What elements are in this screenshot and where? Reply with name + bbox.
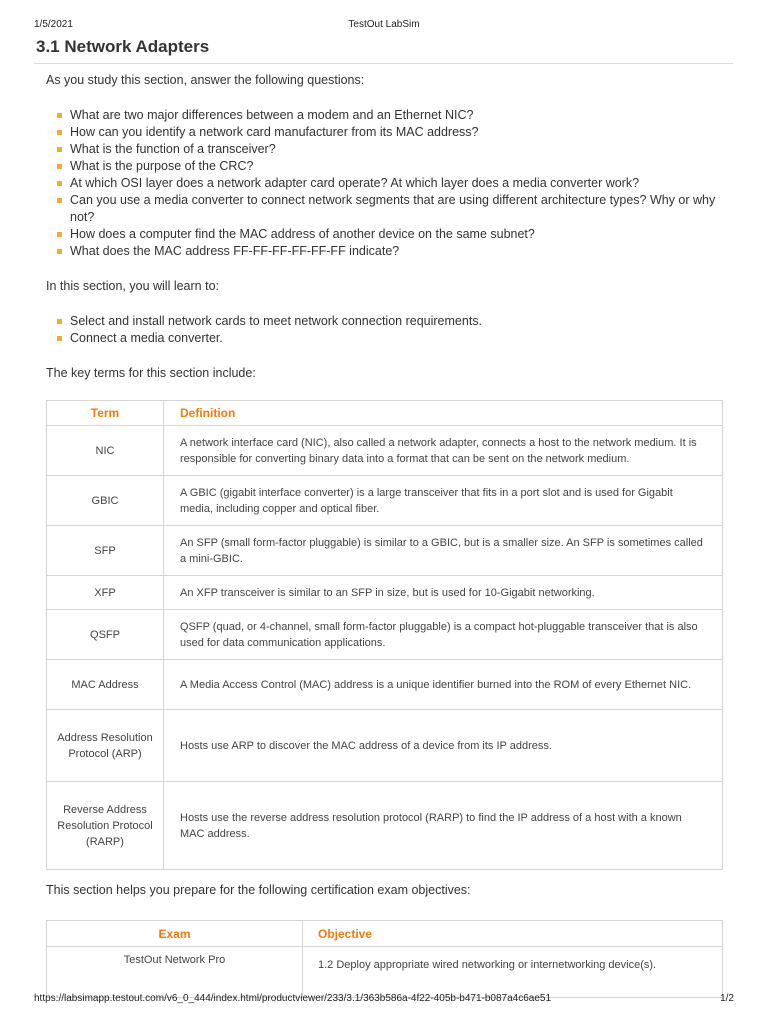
list-item: At which OSI layer does a network adapter card operate? At which layer does a media converter work?: [70, 175, 726, 192]
exam-cell: TestOut Network Pro: [47, 947, 303, 998]
term-cell: SFP: [47, 526, 164, 576]
table-row: [47, 476, 723, 526]
definition-cell: QSFP (quad, or 4-channel, small form-factor pluggable) is a compact hot-pluggable transceiver that is also used for data communication applications.: [164, 610, 723, 660]
page-number: 1/2: [720, 993, 734, 1004]
table-row: [47, 526, 723, 576]
learn-intro-text: In this section, you will learn to:: [46, 279, 219, 293]
bullet-icon: [57, 249, 62, 254]
term-cell: NIC: [47, 426, 164, 476]
bullet-icon: [57, 198, 62, 203]
key-terms-intro-text: The key terms for this section include:: [46, 366, 256, 380]
table-row: [47, 660, 723, 710]
table-row: [47, 426, 723, 476]
print-url: https://labsimapp.testout.com/v6_0_444/index.html/productviewer/233/3.1/363b586a-4f22-405b-b471-b087a4c6ae51: [34, 993, 552, 1004]
bullet-icon: [57, 181, 62, 186]
definition-cell: Hosts use the reverse address resolution protocol (RARP) to find the IP address of a host with a known MAC address.: [164, 782, 723, 870]
questions-list: [46, 107, 726, 260]
bullet-icon: [57, 147, 62, 152]
exam-column-header: Exam: [47, 921, 303, 947]
list-item: Select and install network cards to meet network connection requirements.: [70, 313, 726, 330]
print-header: [0, 19, 768, 33]
table-row: [47, 782, 723, 870]
definition-cell: An SFP (small form-factor pluggable) is similar to a GBIC, but is a smaller size. An SFP is sometimes called a mini-GBIC.: [164, 526, 723, 576]
list-item: What is the purpose of the CRC?: [70, 158, 726, 175]
term-cell: Reverse Address Resolution Protocol (RARP): [47, 782, 164, 870]
table-row: [47, 576, 723, 610]
term-cell: Address Resolution Protocol (ARP): [47, 710, 164, 782]
list-item: What does the MAC address FF-FF-FF-FF-FF-FF indicate?: [70, 243, 726, 260]
title-divider: [34, 63, 733, 64]
term-cell: XFP: [47, 576, 164, 610]
list-item: Connect a media converter.: [70, 330, 726, 347]
table-row: [47, 610, 723, 660]
key-terms-table: [46, 400, 723, 870]
bullet-icon: [57, 164, 62, 169]
definition-cell: An XFP transceiver is similar to an SFP in size, but is used for 10-Gigabit networking.: [164, 576, 723, 610]
term-cell: QSFP: [47, 610, 164, 660]
bullet-icon: [57, 336, 62, 341]
print-page-title: TestOut LabSim: [348, 19, 420, 30]
term-cell: GBIC: [47, 476, 164, 526]
list-item: What is the function of a transceiver?: [70, 141, 726, 158]
print-date: 1/5/2021: [34, 19, 73, 30]
page-title: 3.1 Network Adapters: [36, 37, 210, 56]
objectives-intro-text: This section helps you prepare for the following certification exam objectives:: [46, 883, 471, 897]
objective-cell: 1.2 Deploy appropriate wired networking or internetworking device(s).: [303, 947, 723, 998]
term-column-header: Term: [47, 401, 164, 426]
list-item: What are two major differences between a modem and an Ethernet NIC?: [70, 107, 726, 124]
definition-column-header: Definition: [164, 401, 723, 426]
learn-list: [46, 313, 726, 347]
definition-cell: Hosts use ARP to discover the MAC address of a device from its IP address.: [164, 710, 723, 782]
list-item: How does a computer find the MAC address of another device on the same subnet?: [70, 226, 726, 243]
intro-text: As you study this section, answer the following questions:: [46, 73, 365, 87]
definition-cell: A Media Access Control (MAC) address is a unique identifier burned into the ROM of every Ethernet NIC.: [164, 660, 723, 710]
list-item: How can you identify a network card manufacturer from its MAC address?: [70, 124, 726, 141]
list-item: Can you use a media converter to connect network segments that are using different architecture types? Why or why not?: [70, 192, 726, 226]
definition-cell: A network interface card (NIC), also called a network adapter, connects a host to the network medium. It is responsible for converting binary data into a format that can be sent on the network medium.: [164, 426, 723, 476]
objective-column-header: Objective: [303, 921, 723, 947]
table-row: [47, 710, 723, 782]
exam-objectives-table: [46, 920, 723, 998]
term-cell: MAC Address: [47, 660, 164, 710]
bullet-icon: [57, 319, 62, 324]
print-footer: [0, 993, 768, 1007]
definition-cell: A GBIC (gigabit interface converter) is a large transceiver that fits in a port slot and is used for Gigabit media, including copper and optical fiber.: [164, 476, 723, 526]
bullet-icon: [57, 130, 62, 135]
section-content: [46, 72, 726, 998]
table-row: [47, 947, 723, 998]
bullet-icon: [57, 232, 62, 237]
bullet-icon: [57, 113, 62, 118]
